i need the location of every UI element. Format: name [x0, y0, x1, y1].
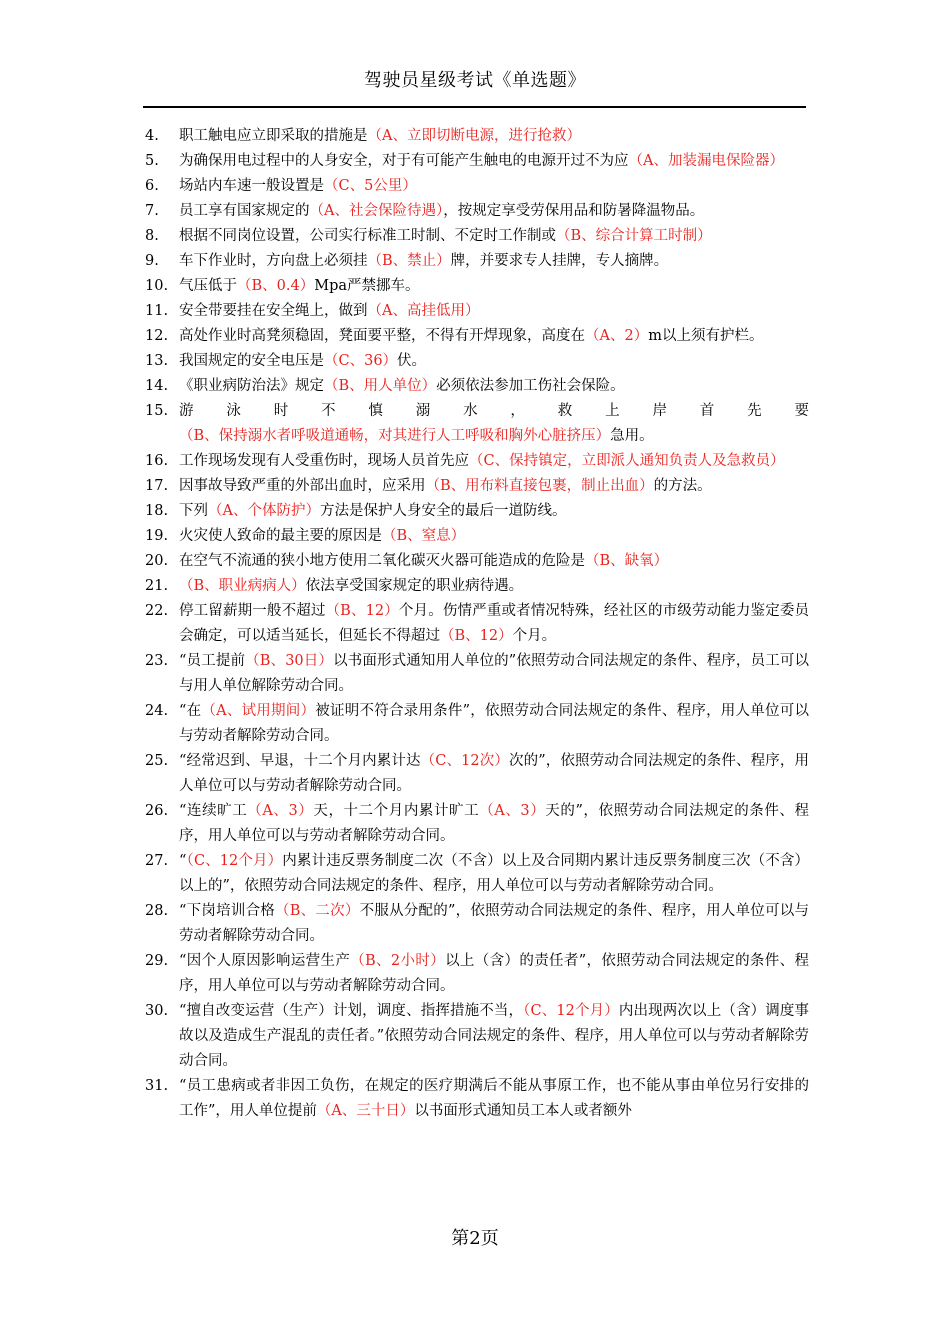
question-number: 25. [145, 753, 169, 769]
question-number: 27. [145, 853, 169, 869]
question-text [179, 549, 809, 574]
question-number: 6. [145, 178, 159, 194]
question-stem-text: 以书面形式通知员工本人或者额外 [414, 1103, 632, 1119]
answer-text: （B、用人单位） [324, 378, 437, 394]
question-stem-text: 依法享受国家规定的职业病待遇。 [305, 578, 524, 594]
question-number: 11. [145, 303, 169, 319]
answer-text: （B、窒息） [382, 528, 466, 544]
answer-text: （B、保持溺水者呼吸道通畅，对其进行人工呼吸和胸外心脏挤压） [179, 428, 611, 444]
answer-text: （B、禁止） [367, 253, 451, 269]
question-stem-text: 下列 [179, 503, 208, 519]
question-stem-text: 牌，并要求专人挂牌，专人摘牌。 [450, 253, 669, 269]
question-item [145, 649, 809, 699]
question-text [179, 399, 809, 449]
question-text [179, 449, 809, 474]
question-stem-text: 个月。伤情严重或者情况特殊，经社区的市级劳动能力鉴定委员会确定，可以适当延长，但延长不得超过 [179, 603, 810, 644]
question-stem-text: 停工留薪期一般不超过 [179, 603, 326, 619]
question-number: 22. [145, 603, 169, 619]
question-stem-text: “员工提前 [179, 653, 246, 669]
question-text [179, 199, 809, 224]
answer-text: （B、二次） [275, 903, 360, 919]
question-item [145, 899, 809, 949]
question-text [179, 699, 809, 749]
question-number: 23. [145, 653, 169, 669]
question-item [145, 599, 809, 649]
question-item [145, 224, 809, 249]
answer-text: （A、立即切断电源，进行抢救） [367, 128, 581, 144]
question-number: 18. [145, 503, 169, 519]
question-number: 13. [145, 353, 169, 369]
question-stem-text: “经常迟到、早退，十二个月内累计达 [179, 753, 421, 769]
question-number: 19. [145, 528, 169, 544]
question-stem-text: 必须依法参加工伤社会保险。 [436, 378, 625, 394]
question-text [179, 299, 809, 324]
question-text [179, 249, 809, 274]
question-item [145, 699, 809, 749]
answer-text: （B、缺氧） [585, 553, 669, 569]
answer-text: （A、高挂低用） [367, 303, 480, 319]
answer-text: （C、12次） [420, 753, 509, 769]
question-item [145, 949, 809, 999]
question-number: 15. [145, 403, 169, 419]
question-text [179, 524, 809, 549]
question-stem-text: “擅自改变运营（生产）计划，调度、指挥措施不当， [179, 1003, 524, 1019]
question-stem-text: 车下作业时，方向盘上必须挂 [179, 253, 368, 269]
question-item [145, 199, 809, 224]
answer-text: （C、12个月） [186, 853, 283, 869]
question-number: 4. [145, 128, 159, 144]
question-item [145, 524, 809, 549]
question-stem-text: “因个人原因影响运营生产 [179, 953, 351, 969]
question-stem-text: “员工患病或者非因工负伤，在规定的医疗期满后不能从事原工作，也不能从事由单位另行安排的工作”，用人单位提前 [179, 1078, 809, 1119]
question-text [179, 799, 809, 849]
answer-text: （A、加装漏电保险器） [628, 153, 784, 169]
question-item [145, 549, 809, 574]
question-text [179, 374, 809, 399]
question-stem-text: 次的”，依照劳动合同法规定的条件、程序，用人单位可以与劳动者解除劳动合同。 [179, 753, 809, 794]
answer-text: （A、3） [479, 803, 546, 819]
question-number: 7. [145, 203, 159, 219]
question-item [145, 499, 809, 524]
question-text [179, 1074, 809, 1124]
question-stem-text: “ [179, 853, 187, 869]
question-item [145, 149, 809, 174]
question-stem-text: 我国规定的安全电压是 [179, 353, 324, 369]
question-stem-text: 方法是保护人身安全的最后一道防线。 [319, 503, 567, 519]
question-number: 5. [145, 153, 159, 169]
question-number: 26. [145, 803, 169, 819]
question-item [145, 274, 809, 299]
question-stem-text: 安全带要挂在安全绳上，做到 [179, 303, 368, 319]
answer-text: （A、三十日） [316, 1103, 415, 1119]
question-number: 12. [145, 328, 169, 344]
question-stem-text: 以上（含）的责任者”，依照劳动合同法规定的条件、程序，用人单位可以与劳动者解除劳动合同。 [179, 953, 809, 994]
question-number: 21. [145, 578, 169, 594]
question-stem-text: 职工触电应立即采取的措施是 [179, 128, 368, 144]
question-item [145, 574, 809, 599]
answer-text: （B、12） [440, 628, 513, 644]
answer-text: （B、用布料直接包裹，制止出血） [425, 478, 654, 494]
question-number: 30. [145, 1003, 169, 1019]
question-item [145, 449, 809, 474]
answer-text: （C、5公里） [324, 178, 417, 194]
question-text [179, 124, 809, 149]
question-stem-text: “连续旷工 [179, 803, 248, 819]
answer-text: （B、0.4） [237, 278, 315, 294]
question-stem-text: 为确保用电过程中的人身安全，对于有可能产生触电的电源开过不为应 [179, 153, 629, 169]
question-stem-text: 气压低于 [179, 278, 237, 294]
question-number: 8. [145, 228, 159, 244]
question-stem-text: 员工享有国家规定的 [179, 203, 310, 219]
header-divider [143, 106, 806, 108]
question-text [179, 999, 809, 1074]
question-stem-text: 被证明不符合录用条件”，依照劳动合同法规定的条件、程序，用人单位可以与劳动者解除劳动合同。 [179, 703, 809, 744]
question-stem-text: ，按规定享受劳保用品和防暑降温物品。 [443, 203, 705, 219]
question-text [179, 599, 809, 649]
question-item [145, 124, 809, 149]
question-number: 17. [145, 478, 169, 494]
answer-text: （C、保持镇定，立即派人通知负责人及急救员） [469, 453, 785, 469]
answer-text: （A、社会保险待遇） [309, 203, 444, 219]
page-title: 驾驶员星级考试《单选题》 [364, 70, 586, 91]
question-item [145, 349, 809, 374]
answer-text: （A、3） [247, 803, 314, 819]
question-stem-text: 的方法。 [653, 478, 712, 494]
question-text [179, 499, 809, 524]
question-stem-text: 天的”，依照劳动合同法规定的条件、程序，用人单位可以与劳动者解除劳动合同。 [179, 803, 809, 844]
question-stem-text: Mpa严禁挪车。 [314, 278, 420, 294]
answer-text: （B、综合计算工时制） [556, 228, 712, 244]
question-number: 29. [145, 953, 169, 969]
question-text [179, 574, 809, 599]
question-item [145, 799, 809, 849]
question-stem-text: 急用。 [610, 428, 654, 444]
question-stem-text: 不服从分配的”，依照劳动合同法规定的条件、程序，用人单位可以与劳动者解除劳动合同。 [179, 903, 809, 944]
question-number: 14. [145, 378, 169, 394]
question-stem-text: 伏。 [397, 353, 427, 369]
question-text [179, 324, 809, 349]
question-number: 31. [145, 1078, 169, 1094]
question-text [179, 174, 809, 199]
question-text [179, 749, 809, 799]
question-stem-text: 内累计违反票务制度二次（不含）以上及合同期内累计违反票务制度三次（不含）以上的”，依照劳动合同法规定的条件、程序，用人单位可以与劳动者解除劳动合同。 [179, 853, 809, 894]
question-stem-text: 天，十二个月内累计旷工 [313, 803, 480, 819]
question-text [179, 949, 809, 999]
question-item [145, 249, 809, 274]
question-text [179, 349, 809, 374]
question-item [145, 474, 809, 499]
question-text [179, 149, 809, 174]
question-item [145, 1074, 809, 1124]
page-number: 第2页 [451, 1228, 499, 1249]
question-number: 9. [145, 253, 159, 269]
question-list [145, 124, 809, 1124]
question-stem-text: 在空气不流通的狭小地方使用二氧化碳灭火器可能造成的危险是 [179, 553, 585, 569]
question-stem-text: 工作现场发现有人受重伤时，现场人员首先应 [179, 453, 469, 469]
answer-text: （C、36） [324, 353, 398, 369]
answer-text: （B、职业病病人） [179, 578, 306, 594]
question-item [145, 374, 809, 399]
question-stem-text: 个月。 [512, 628, 557, 644]
answer-text: （B、30日） [245, 653, 334, 669]
question-item [145, 174, 809, 199]
question-number: 20. [145, 553, 169, 569]
question-item [145, 399, 809, 449]
question-stem-text: 《职业病防治法》规定 [179, 378, 324, 394]
question-stem-text: m以上须有护栏。 [648, 328, 764, 344]
question-item [145, 999, 809, 1074]
question-number: 16. [145, 453, 169, 469]
answer-text: （C、12个月） [523, 1003, 619, 1019]
question-stem-text: 游泳时不慎溺水，救上岸首先要 [179, 403, 809, 419]
question-stem-text: 以书面形式通知用人单位的”依照劳动合同法规定的条件、程序，员工可以与用人单位解除劳动合同。 [179, 653, 809, 694]
answer-text: （A、试用期间） [201, 703, 316, 719]
question-text [179, 224, 809, 249]
answer-text: （A、个体防护） [208, 503, 320, 519]
question-text [179, 849, 809, 899]
question-stem-text: 高处作业时高凳须稳固，凳面要平整，不得有开焊现象，高度在 [179, 328, 585, 344]
answer-text: （A、2） [585, 328, 649, 344]
question-number: 10. [145, 278, 169, 294]
question-item [145, 749, 809, 799]
question-text [179, 649, 809, 699]
question-stem-text: 场站内车速一般设置是 [179, 178, 324, 194]
question-stem-text: 因事故导致严重的外部出血时，应采用 [179, 478, 426, 494]
question-text [179, 899, 809, 949]
question-item [145, 324, 809, 349]
question-item [145, 849, 809, 899]
question-stem-text: 火灾使人致命的最主要的原因是 [179, 528, 382, 544]
question-text [179, 474, 809, 499]
question-stem-text: “在 [179, 703, 202, 719]
question-stem-text: “下岗培训合格 [179, 903, 276, 919]
answer-text: （B、2小时） [350, 953, 446, 969]
question-stem-text: 根据不同岗位设置，公司实行标准工时制、不定时工作制或 [179, 228, 556, 244]
question-stem-text: 内出现两次以上（含）调度事故以及造成生产混乱的责任者。”依照劳动合同法规定的条件、程序，用人单位可以与劳动者解除劳动合同。 [179, 1003, 810, 1069]
question-number: 24. [145, 703, 169, 719]
question-text [179, 274, 809, 299]
question-item [145, 299, 809, 324]
answer-text: （B、12） [325, 603, 399, 619]
question-number: 28. [145, 903, 169, 919]
